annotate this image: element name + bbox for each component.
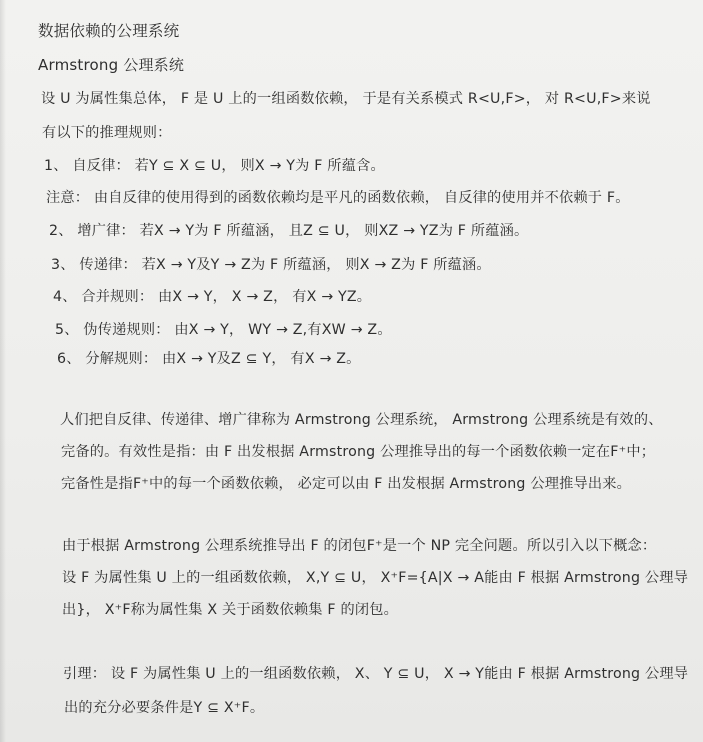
intro-line-1: 设 U 为属性集总体， F 是 U 上的一组函数依赖， 于是有关系模式 R<U,F>， 对 R<U,F>来说	[41, 91, 651, 107]
page-edge-shadow	[0, 0, 6, 742]
rule-pseudotransitivity: 5、 伪传递规则： 由X → Y， WY → Z,有XW → Z。	[55, 322, 392, 338]
para2-line-3: 出}， X⁺F称为属性集 X 关于函数依赖集 F 的闭包。	[62, 602, 399, 618]
para2-line-1: 由于根据 Armstrong 公理系统推导出 F 的闭包F⁺是一个 NP 完全问题。所以引入以下概念：	[62, 538, 657, 554]
rule-transitivity: 3、 传递律： 若X → Y及Y → Z为 F 所蕴涵， 则X → Z为 F 所蕴涵。	[51, 257, 491, 273]
rule-reflexivity: 1、 自反律： 若Y ⊆ X ⊆ U， 则X → Y为 F 所蕴含。	[44, 158, 385, 174]
para2-line-2: 设 F 为属性集 U 上的一组函数依赖， X,Y ⊆ U， X⁺F={A|X → A能由 F 根据 Armstrong 公理导	[62, 570, 689, 586]
para1-line-2: 完备的。有效性是指：由 F 出发根据 Armstrong 公理推导出的每一个函数依赖一定在F⁺中；	[61, 444, 656, 460]
rule-augmentation: 2、 增广律： 若X → Y为 F 所蕴涵， 且Z ⊆ U， 则XZ → YZ为 F 所蕴涵。	[49, 223, 529, 239]
rule-note: 注意： 由自反律的使用得到的函数依赖均是平凡的函数依赖， 自反律的使用并不依赖于 F。	[46, 190, 630, 206]
lemma-line-2: 出的充分必要条件是Y ⊆ X⁺F。	[64, 700, 265, 716]
rule-decomposition: 6、 分解规则： 由X → Y及Z ⊆ Y， 有X → Z。	[57, 351, 361, 367]
para1-line-3: 完备性是指F⁺中的每一个函数依赖， 必定可以由 F 出发根据 Armstrong 公理推导出来。	[61, 476, 632, 492]
lemma-line-1: 引理： 设 F 为属性集 U 上的一组函数依赖， X、 Y ⊆ U， X → Y能由 F 根据 Armstrong 公理导	[63, 666, 689, 682]
page-title: 数据依赖的公理系统	[38, 22, 180, 40]
intro-line-2: 有以下的推理规则：	[42, 125, 172, 141]
section-subtitle: Armstrong 公理系统	[38, 56, 185, 74]
para1-line-1: 人们把自反律、传递律、增广律称为 Armstrong 公理系统， Armstrong 公理系统是有效的、	[60, 412, 663, 428]
rule-union: 4、 合并规则： 由X → Y， X → Z， 有X → YZ。	[53, 289, 372, 305]
